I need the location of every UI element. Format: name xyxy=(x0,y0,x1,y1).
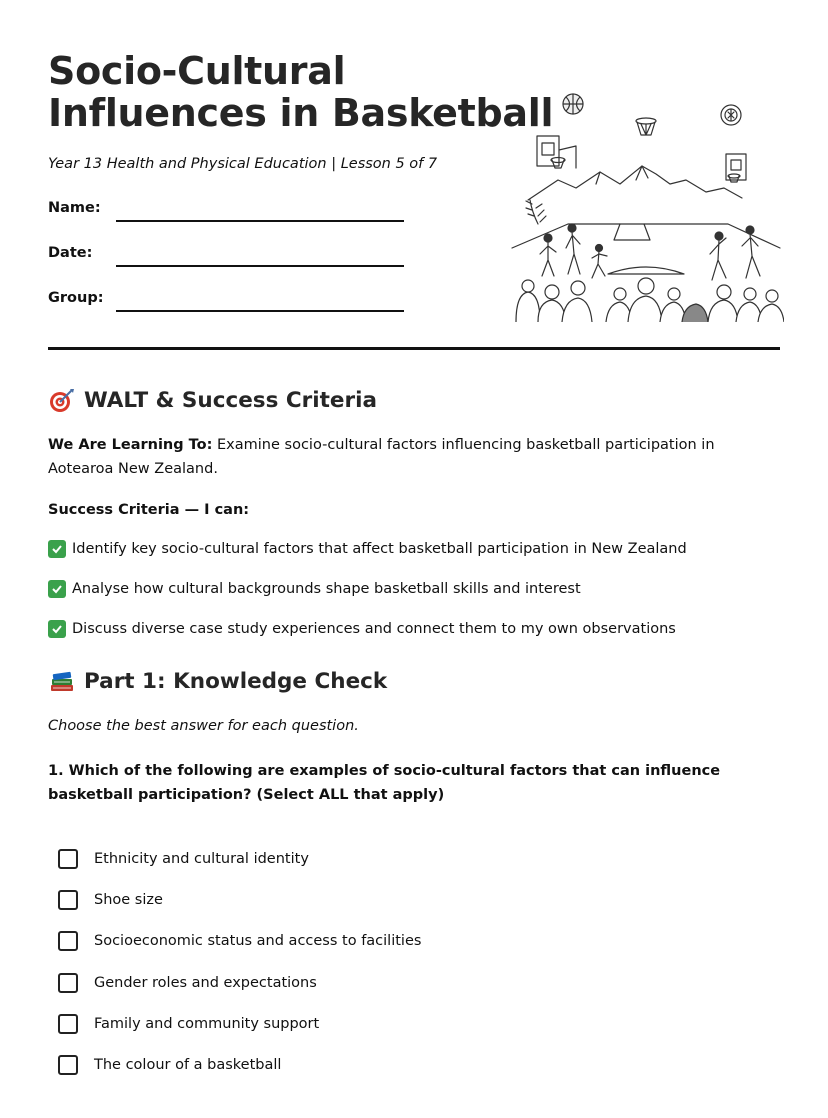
name-field[interactable] xyxy=(48,200,408,230)
name-label: Name: xyxy=(48,200,101,216)
part1-heading-text: Part 1: Knowledge Check xyxy=(84,668,388,694)
criteria-item xyxy=(48,620,676,638)
group-line[interactable] xyxy=(116,310,404,312)
check-mark-icon xyxy=(48,580,66,598)
header-divider xyxy=(48,347,780,350)
option-label: Gender roles and expectations xyxy=(94,975,317,991)
right-hoop-icon xyxy=(726,154,746,182)
criteria-text: Analyse how cultural backgrounds shape basketball skills and interest xyxy=(72,581,581,597)
option-item[interactable] xyxy=(58,1055,281,1075)
mountains-icon xyxy=(528,166,742,200)
crowd xyxy=(516,278,784,322)
name-line[interactable] xyxy=(116,220,404,222)
success-criteria-heading: Success Criteria — I can: xyxy=(48,502,250,518)
option-label: Socioeconomic status and access to facilities xyxy=(94,933,422,949)
option-item[interactable] xyxy=(58,973,317,993)
title-line-1: Socio-Cultural xyxy=(48,49,346,93)
laurel-icon xyxy=(526,200,546,224)
target-dart-icon xyxy=(48,386,76,414)
basketball-scene-illustration xyxy=(510,88,784,322)
check-mark-icon xyxy=(48,540,66,558)
option-label: The colour of a basketball xyxy=(94,1057,282,1073)
group-label: Group: xyxy=(48,290,104,306)
option-item[interactable] xyxy=(58,849,309,869)
criteria-text: Identify key socio-cultural factors that affect basketball participation in New Zealand xyxy=(72,541,687,557)
date-field[interactable] xyxy=(48,245,408,275)
date-label: Date: xyxy=(48,245,93,261)
checkbox[interactable] xyxy=(58,890,78,910)
option-label: Ethnicity and cultural identity xyxy=(94,851,309,867)
walt-intro-text: Examine socio-cultural factors influencing basketball participation in Aotearoa New Zealand. xyxy=(48,437,715,477)
fern-medallion-icon xyxy=(721,105,741,125)
basketball-icon xyxy=(563,94,583,114)
checkbox[interactable] xyxy=(58,849,78,869)
checkbox[interactable] xyxy=(58,973,78,993)
option-label: Shoe size xyxy=(94,892,163,908)
checkbox[interactable] xyxy=(58,1055,78,1075)
hoop-net-icon xyxy=(636,118,656,135)
check-mark-icon xyxy=(48,620,66,638)
page-title xyxy=(48,50,553,134)
option-item[interactable] xyxy=(58,1014,319,1034)
books-icon xyxy=(48,667,76,695)
group-field[interactable] xyxy=(48,290,408,320)
criteria-text: Discuss diverse case study experiences and connect them to my own observations xyxy=(72,621,676,637)
walt-intro-label: We Are Learning To: xyxy=(48,437,213,453)
option-item[interactable] xyxy=(58,931,421,951)
checkbox[interactable] xyxy=(58,1014,78,1034)
option-item[interactable] xyxy=(58,890,163,910)
part1-instruction: Choose the best answer for each question. xyxy=(48,718,359,734)
date-line[interactable] xyxy=(116,265,404,267)
page-subtitle: Year 13 Health and Physical Education | Lesson 5 of 7 xyxy=(48,156,438,172)
walt-heading xyxy=(48,386,377,414)
part1-heading xyxy=(48,667,387,695)
walt-intro xyxy=(48,433,778,481)
criteria-item xyxy=(48,540,687,558)
criteria-item xyxy=(48,580,581,598)
walt-heading-text: WALT & Success Criteria xyxy=(84,387,377,413)
title-line-2: Influences in Basketball xyxy=(48,91,554,135)
left-hoop-icon xyxy=(537,136,576,168)
checkbox[interactable] xyxy=(58,931,78,951)
option-label: Family and community support xyxy=(94,1016,320,1032)
question-1: 1. Which of the following are examples of socio-cultural factors that can influence basketball participation? (Select ALL that apply) xyxy=(48,763,721,803)
